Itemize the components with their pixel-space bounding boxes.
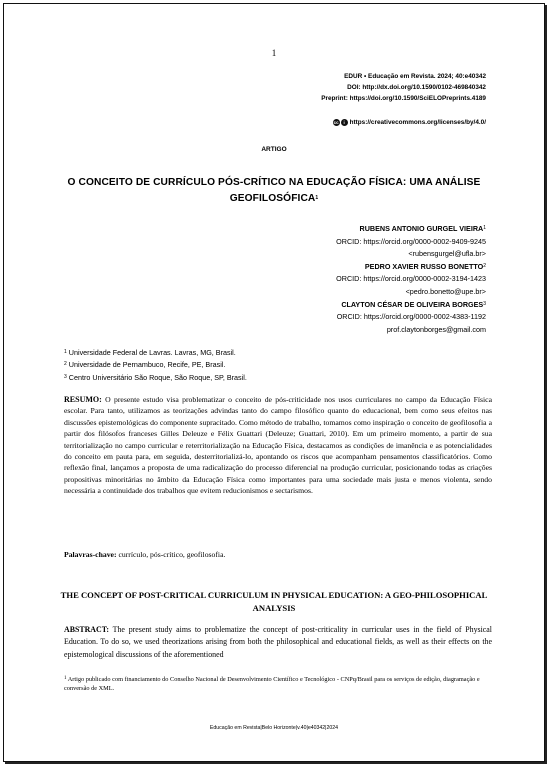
keywords-line xyxy=(64,550,225,559)
author-email[interactable]: prof.claytonborges@gmail.com xyxy=(386,324,486,334)
page-footer: Educação em Revista|Belo Horizonte|v.40|e40342|2024 xyxy=(209,725,339,731)
author-name: RUBENS ANTONIO GURGEL VIEIRA$^1$ xyxy=(359,224,486,233)
affiliation-item: $^3$ Centro Universitário São Roque, São Roque, SP, Brasil. xyxy=(64,372,247,382)
resumo-label: RESUMO: xyxy=(64,395,102,404)
affiliation-item: $^1$ Universidade Federal de Lavras. Lavras, MG, Brasil. xyxy=(64,348,236,357)
preprint-link[interactable]: Preprint: https://doi.org/10.1590/SciELOPreprints.4189 xyxy=(321,95,486,102)
journal-citation: EDUR • Educação em Revista. 2024; 40:e40342 xyxy=(344,73,486,80)
footnote xyxy=(64,675,492,693)
article-title-text: O CONCEITO DE CURRÍCULO PÓS-CRÍTICO NA EDUCAÇÃO FÍSICA: UMA ANÁLISE GEOFILOSÓFICA xyxy=(67,177,481,204)
license-line xyxy=(333,119,486,126)
authors-block xyxy=(336,223,486,336)
page-sheet xyxy=(3,3,545,762)
affiliation-item: $^2$ Universidade de Pernambuco, Recife, PE, Brasil. xyxy=(64,360,226,370)
english-title: THE CONCEPT OF POST-CRITICAL CURRICULUM IN PHYSICAL EDUCATION: A GEO-PHILOSOPHICAL ANALYSIS xyxy=(60,590,488,613)
resumo-paragraph xyxy=(64,394,492,497)
abstract-label: ABSTRACT: xyxy=(64,625,110,634)
author-orcid[interactable]: ORCID: https://orcid.org/0000-0002-3194-1423 xyxy=(336,274,486,284)
footnote-text: Artigo publicado com financiamento do Conselho Nacional de Desenvolvimento Científico e Tecnológico - CNPq/Brasil para os serviços de edição, diagramação e conversão de XML. xyxy=(64,676,480,692)
keywords-label: Palavras-chave: xyxy=(64,550,117,559)
author-name: CLAYTON CÉSAR DE OLIVEIRA BORGES$^3$ xyxy=(341,299,486,309)
resumo-text: O presente estudo visa problematizar o conceito de pós-criticidade nos usos curriculares no campo da Educação Física escolar. Para tanto, utilizamos as teorizações advindas tanto do campo filosófico quanto do educacional, bem como seus efeitos nas discussões epistemológicas do componente supracitado. Como método de trabalho, tomamos como inspiração o conceito de geofilosofia a partir dos filósofos franceses Gilles Deleuze e Félix Guattari (Deleuze; Guattari, 2010). Em um primeiro momento, a partir de sua territorialização no campo curricular e reterritorialização na Educação Física, destacamos as condições de imanência e as potencialidades do conceito em pauta para, em seguida, desterritorializá-lo, apontando os riscos que acompanham pensamentos classificatórios. Como reflexão final, lançamos a proposta de uma radicalização do processo diferencial na produção curricular, posicionando todas as criações propositivas minoritárias no âmbito da Educação Física como importantes para uma sociedade mais justa e menos violenta, sendo necessária a continuidade dos trabalhos que evitem reducionismos e sectarismos. xyxy=(64,395,492,496)
license-link[interactable]: https://creativecommons.org/licenses/by/4.0/ xyxy=(349,119,486,126)
section-label: ARTIGO xyxy=(261,146,287,153)
author-email[interactable]: <rubensgurgel@ufla.br> xyxy=(408,249,486,259)
author-orcid[interactable]: ORCID: https://orcid.org/0000-0002-4383-1192 xyxy=(336,312,486,322)
affiliations-list xyxy=(64,347,247,384)
author-email[interactable]: <pedro.bonetto@upe.br> xyxy=(405,286,486,296)
author-name: PEDRO XAVIER RUSSO BONETTO$^2$ xyxy=(364,261,486,271)
cc-by-icon: cc i xyxy=(333,119,348,126)
article-title xyxy=(44,175,504,207)
title-footnote-mark[interactable]: 1 xyxy=(315,195,319,201)
doi-link[interactable]: DOI: http://dx.doi.org/10.1590/0102-469840342 xyxy=(347,84,486,91)
abstract-text: The present study aims to problematize the concept of post-criticality in curricular uses in the field of Physical Education. To do so, we used theorizations arising from both the philosophical and educational fields, as well as their effects on the epistemological discussions of the aforementioned xyxy=(64,625,492,659)
footnote-mark: 1 xyxy=(64,676,67,681)
page-number: 1 xyxy=(271,48,277,58)
keywords-text: currículo, pós-crítico, geofilosofia. xyxy=(116,550,226,559)
abstract-paragraph xyxy=(64,624,492,661)
author-orcid[interactable]: ORCID: https://orcid.org/0000-0002-9409-9245 xyxy=(336,236,486,246)
